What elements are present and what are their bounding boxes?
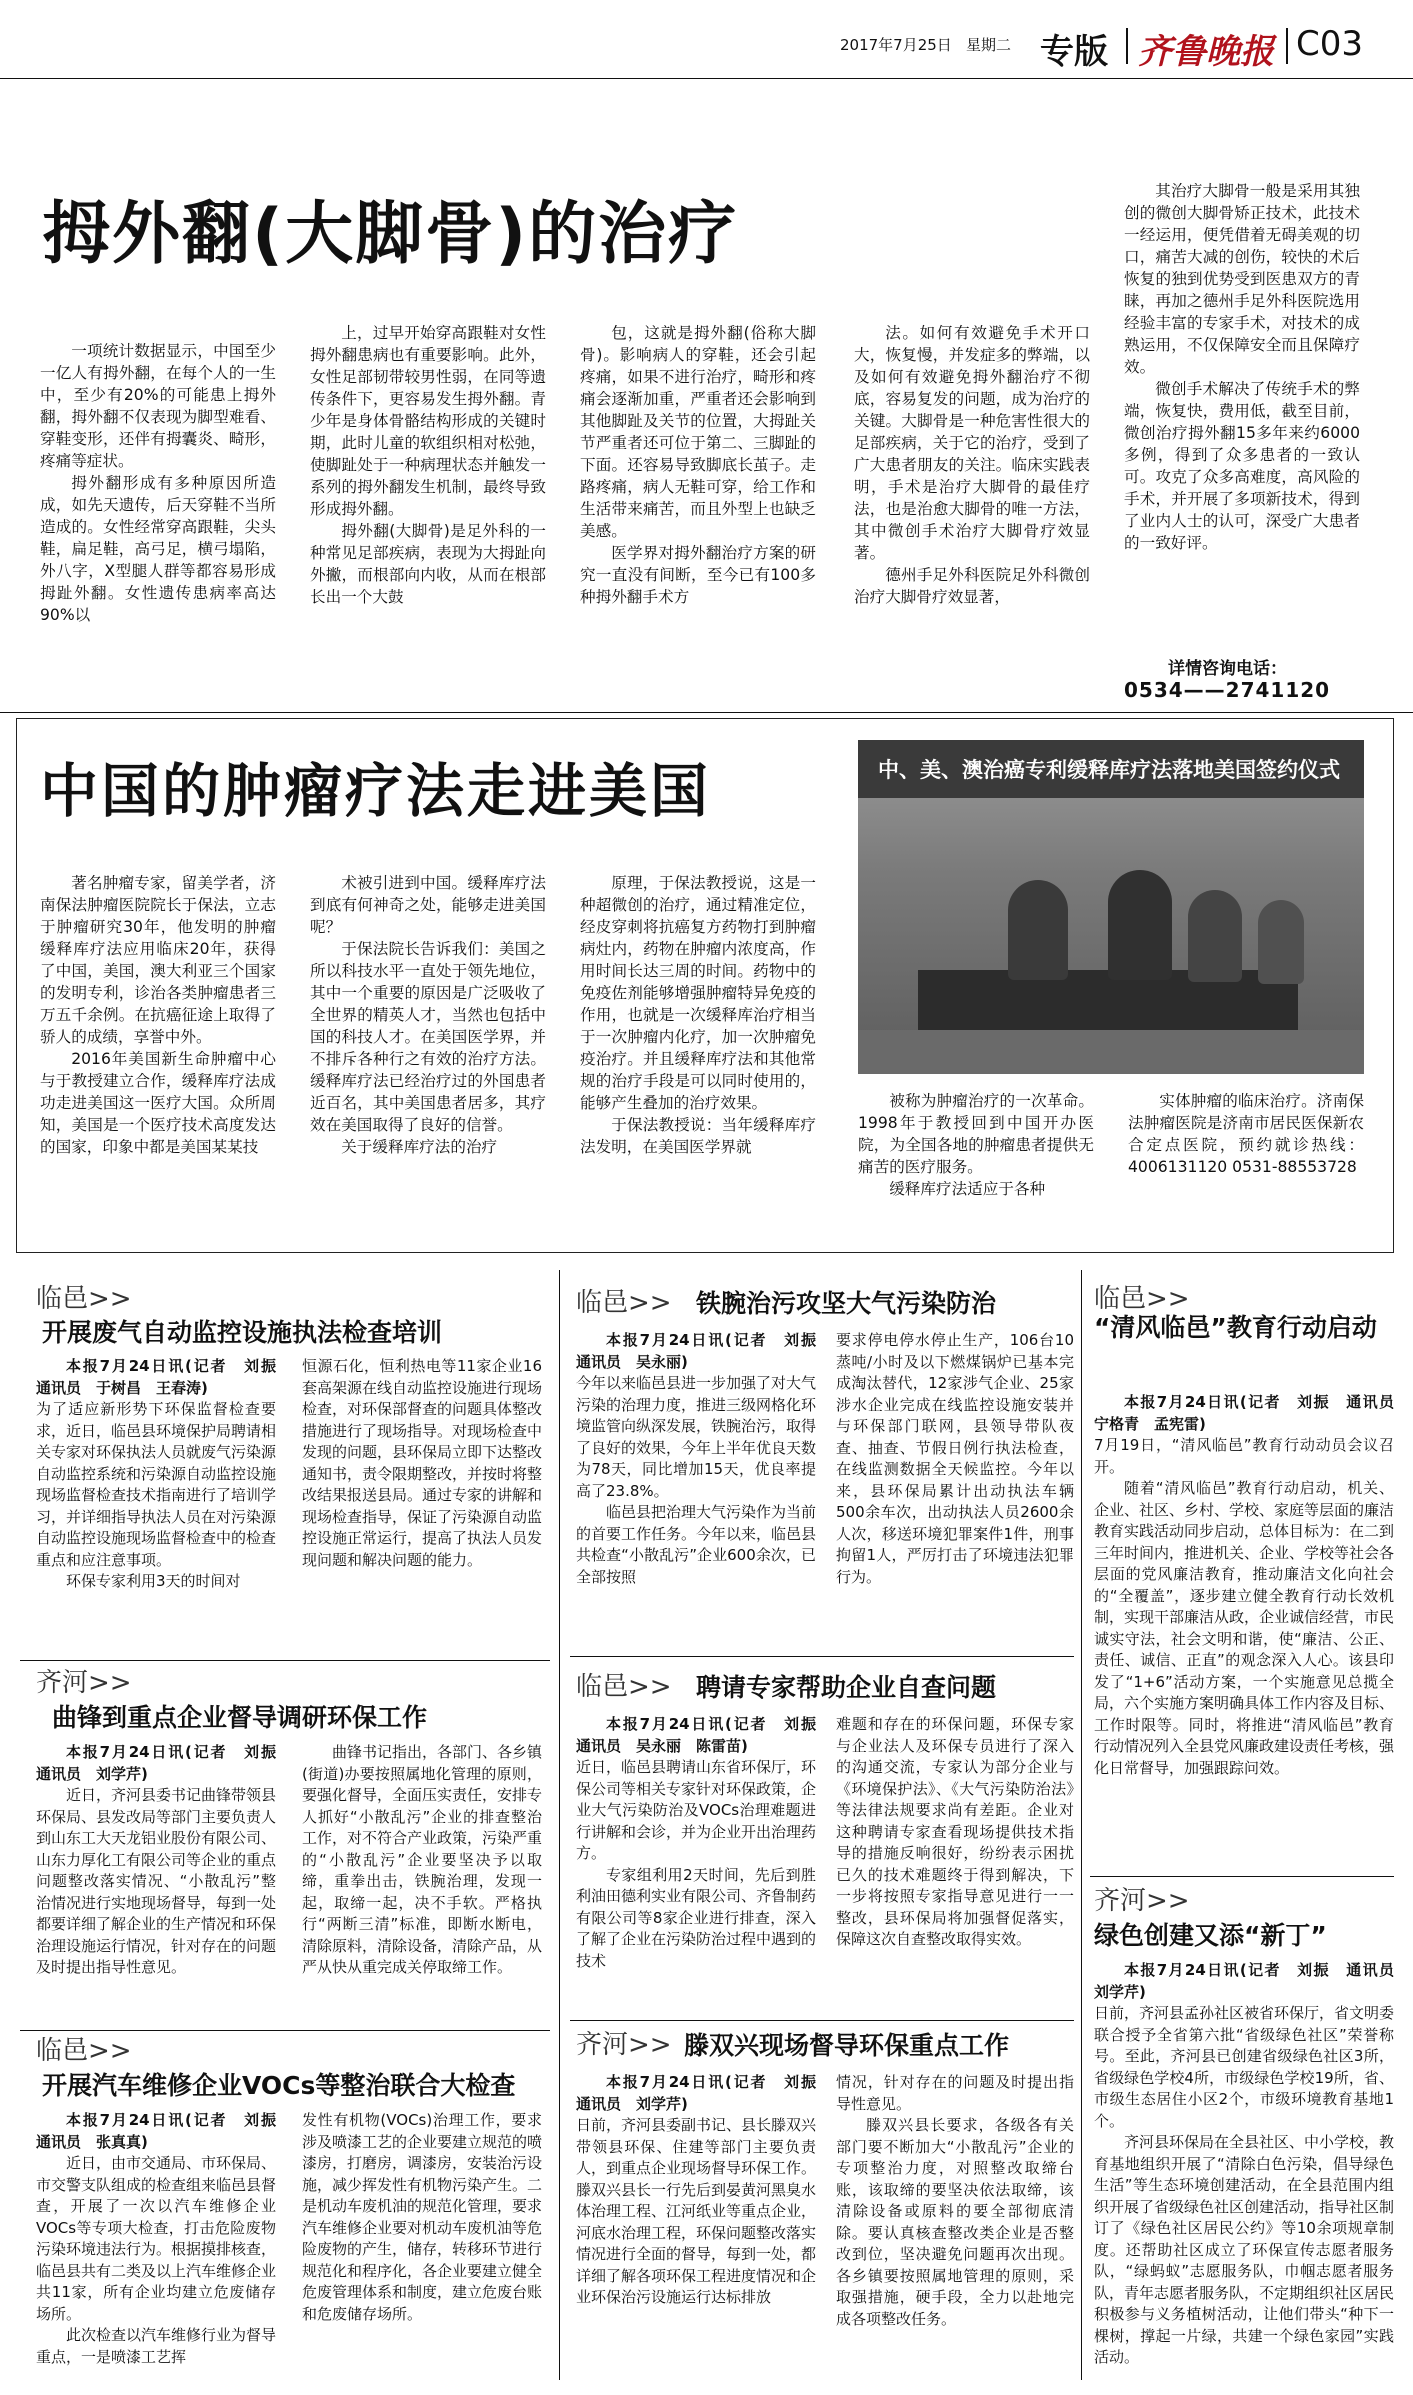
paragraph: 齐河县环保局在全县社区、中小学校，教育基地组织开展了“清除白色污染，倡导绿色生活”等生态环境创建活动，在全县范围内组织开展了省级绿色社区创建活动，指导社区制订了《绿色社区居民公约》等10余项规章制度。还帮助社区成立了环保宣传志愿者服务队，“绿蚂蚁”志愿服务队，巾帼志愿者服务队，青年志愿者服务队，不定期组织社区居民积极参与义务植树活动，让他们带头“种下一棵树，撑起一片绿，共建一个绿色家园”实践活动。 [1094, 2133, 1395, 2366]
paragraph: 缓释库疗法适应于各种 [889, 1180, 1046, 1198]
masthead-divider [1126, 28, 1128, 64]
paragraph: 近日，临邑县聘请山东省环保厅，环保公司等相关专家针对环保政策，企业大气污染防治及VOCs治理难题进行讲解和会诊，并为企业开出治理药方。 [576, 1758, 817, 1862]
article1-col1 [40, 340, 276, 700]
paragraph: 近日，齐河县委书记曲锋带领县环保局、县发改局等部门主要负责人到山东工大天龙铝业股份有限公司、山东力厚化工有限公司等企业的重点问题整改落实情况、“小散乱污”整治情况进行实地现场督导，每到一处都要详细了解企业的生产情况和环保治理设施运行情况，针对存在的问题及时提出指导性意见。 [36, 1786, 277, 1976]
article1-col4 [854, 322, 1090, 692]
paragraph: 2016年美国新生命肿瘤中心与于教授建立合作，缓释库疗法成功走进美国这一医疗大国。众所周知，美国是一个医疗技术高度发达的国家，印象中都是美国某某技 [40, 1050, 276, 1156]
news-col [576, 2072, 832, 2380]
news-col [302, 2110, 542, 2380]
news-byline: 本报7月24日讯(记者 刘振 通讯员 于树昌 王春涛) [36, 1357, 292, 1397]
region-label: 齐河>> [576, 2030, 672, 2060]
paragraph: 一项统计数据显示，中国至少一亿人有拇外翻，在每个人的一生中，至少有20%的可能患上拇外翻，拇外翻不仅表现为脚型难看、穿鞋变形，还伴有拇囊炎、畸形，疼痛等症状。 [40, 342, 276, 470]
paragraph: 于保法院长告诉我们：美国之所以科技水平一直处于领先地位，其中一个重要的原因是广泛吸收了全世界的精英人才，当然也包括中国的科技人才。在美国医学界，并不排斥各种行之有效的治疗方法。缓释库疗法已经治疗过的外国患者近百名，其中美国患者居多，其疗效在美国取得了良好的信誉。 [310, 940, 546, 1134]
hotline-number: 0534——2741120 [1124, 678, 1331, 702]
photo-floor [858, 1030, 1364, 1074]
news-byline: 本报7月24日讯(记者 刘振 通讯员 刘学芹) [36, 1743, 292, 1783]
paragraph: 实体肿瘤的临床治疗。济南保法肿瘤医院是济南市居民医保新农合定点医院，预约就诊热线：4006131120 0531-88553728 [1128, 1092, 1364, 1176]
news-byline: 本报7月24日讯(记者 刘振 通讯员 刘学芹) [1094, 1961, 1410, 2001]
news-byline: 本报7月24日讯(记者 刘振 通讯员 张真真) [36, 2111, 292, 2151]
news-headline: 铁腕治污攻坚大气污染防治 [696, 1289, 997, 1318]
paragraph: 此次检查以汽车维修行业为督导重点，一是喷漆工艺挥 [36, 2326, 277, 2366]
story-rule [570, 2020, 1074, 2021]
paragraph: 曲锋书记指出，各部门、各乡镇(街道)办要按照属地化管理的原则，要强化督导，全面压实责任，安排专人抓好“小散乱污”企业的排查整治工作，对不符合产业政策，污染严重的“小散乱污”企业要坚决予以取缔，重拳出击，铁腕治理，发现一起，取缔一起，决不手软。严格执行“两断三清”标准，即断水断电，清除原料，清除设备，清除产品，从严从快从重完成关停取缔工作。 [302, 1743, 543, 1976]
article1-col3 [580, 322, 816, 692]
article2-col5 [1128, 1090, 1364, 1230]
news-col [1094, 1960, 1410, 2380]
paragraph: 7月19日，“清风临邑”教育行动动员会议召开。 [1094, 1436, 1394, 1476]
news-col [36, 2110, 292, 2380]
photo-person [1008, 880, 1068, 980]
photo-caption: 中、美、澳治癌专利缓释库疗法落地美国签约仪式 [878, 758, 1340, 782]
photo-person [1108, 870, 1172, 980]
article1-title: 拇外翻(大脚骨)的治疗 [42, 195, 739, 274]
column-divider [559, 1270, 560, 2380]
paragraph: 包，这就是拇外翻(俗称大脚骨)。影响病人的穿鞋，还会引起疼痛，如果不进行治疗，畸形和疼痛会逐渐加重，严重者还会影响到其他脚趾及关节的位置，大拇趾关节严重者还可位于第二、三脚趾的下面。还容易导致脚底长茧子。走路疼痛，病人无鞋可穿，给工作和生活带来痛苦，而且外型上也缺乏美感。 [580, 324, 816, 540]
region-label: 临邑>> [36, 1284, 132, 1314]
news-col [302, 1356, 542, 1646]
paragraph: 情况，针对存在的问题及时提出指导性意见。 [836, 2073, 1074, 2113]
news-byline: 本报7月24日讯(记者 刘振 通讯员 吴永丽 陈雷苗) [576, 1715, 832, 1755]
news-col [36, 1356, 292, 1646]
paragraph: 恒源石化，恒利热电等11家企业16套高架源在线自动监控设施进行现场检查，对环保部督查的问题具体整改措施进行了现场指导。对现场检查中发现的问题，县环保局立即下达整改通知书，责令限期整改，并按时将整改结果报送县局。通过专家的讲解和现场检查指导，保证了污染源自动监控设施正常运行，提高了执法人员发现问题和解决问题的能力。 [302, 1357, 543, 1569]
paragraph: 其治疗大脚骨一般是采用其独创的微创大脚骨矫正技术，此技术一经运用，便凭借着无碍美观的切口，痛苦大减的创伤，较快的术后恢复的独到优势受到医患双方的青睐，再加之德州手足外科医院选用经验丰富的专家手术，对技术的成熟运用，不仅保障安全而且保障疗效。 [1124, 182, 1360, 376]
news-headline: “清风临邑”教育行动启动 [1094, 1313, 1377, 1342]
section-name: 专版 [1040, 32, 1108, 72]
region-label: 齐河>> [1094, 1886, 1190, 1916]
paragraph: 日前，齐河县委副书记、县长滕双兴带领县环保、住建等部门主要负责人，到重点企业现场督导环保工作。滕双兴县长一行先后到晏黄河黑臭水体治理工程、江河纸业等重点企业，河底水治理工程，环保问题整改落实情况进行全面的督导，每到一处，都详细了解各项环保工程进度情况和企业环保治污设施运行达标排放 [576, 2116, 817, 2306]
region-label: 临邑>> [576, 1672, 672, 1702]
story-rule [20, 1660, 550, 1661]
news-byline: 本报7月24日讯(记者 刘振 通讯员 宁格青 孟宪雷) [1094, 1393, 1410, 1433]
story-rule [1090, 1876, 1394, 1877]
masthead [0, 0, 1413, 70]
region-label: 临邑>> [36, 2036, 132, 2066]
paragraph: 术被引进到中国。缓释库疗法到底有何神奇之处，能够走进美国呢？ [310, 874, 546, 936]
paragraph: 环保专家利用3天的时间对 [66, 1572, 241, 1590]
region-label: 临邑>> [576, 1288, 672, 1318]
signing-photo [858, 740, 1364, 1074]
paragraph: 德州手足外科医院足外科微创治疗大脚骨疗效显著， [854, 566, 1090, 606]
paragraph: 滕双兴县长要求，各级各有关部门要不断加大“小散乱污”企业的专项整治力度，对照整改取缔台账，该取缔的要坚决依法取缔，该清除设备或原料的要全部彻底清除。要认真核查整改类企业是否整改到位，坚决避免问题再次出现。各乡镇要按照属地管理的原则，采取强措施，硬手段，全力以赴地完成各项整改任务。 [836, 2116, 1074, 2328]
news-col [576, 1330, 832, 1648]
issue-weekday: 星期二 [966, 36, 1012, 54]
paragraph: 拇外翻(大脚骨)是足外科的一种常见足部疾病，表现为大拇趾向外撇，而根部向内收，从而在根部长出一个大鼓 [310, 522, 546, 606]
news-headline: 曲锋到重点企业督导调研环保工作 [52, 1703, 428, 1732]
masthead-divider-2 [1286, 28, 1288, 64]
paragraph: 上，过早开始穿高跟鞋对女性拇外翻患病也有重要影响。此外，女性足部韧带较男性弱，在同等遗传条件下，更容易发生拇外翻。青少年是身体骨骼结构形成的关键时期，此时儿童的软组织相对松弛，使脚趾处于一种病理状态并触发一系列的拇外翻发生机制，最终导致形成拇外翻。 [310, 324, 546, 518]
news-col [302, 1742, 542, 2010]
news-col [36, 1742, 292, 2010]
news-headline: 开展汽车维修企业VOCs等整治联合大检查 [42, 2071, 516, 2100]
paragraph: 为了适应新形势下环保监督检查要求，近日，临邑县环境保护局聘请相关专家对环保执法人员就废气污染源自动监控系统和污染源自动监控设施现场监督检查技术指南进行了培训学习，并详细指导执法人员在对污染源自动监控设施现场监督检查中的检查重点和应注意事项。 [36, 1400, 277, 1569]
paragraph: 今年以来临邑县进一步加强了对大气污染的治理力度，推进三级网格化环境监管向纵深发展，铁腕治污，取得了良好的效果，今年上半年优良天数为78天，同比增加15天，优良率提高了23.8%。 [576, 1374, 817, 1500]
article2-title: 中国的肿瘤疗法走进美国 [40, 757, 712, 825]
page-number: C03 [1296, 24, 1364, 64]
paragraph: 随着“清风临邑”教育行动启动，机关、企业、社区、乡村、学校、家庭等层面的廉洁教育实践活动同步启动，总体目标为：在二到三年时间内，推进机关、企业、学校等社会各层面的党风廉洁教育，推动廉洁文化向社会的“全覆盖”，逐步建立健全教育行动长效机制，实现干部廉洁从政，企业诚信经营，市民诚实守法，社会文明和谐，使“廉洁、公正、责任、诚信、正直”的观念深入人心。该县印发了“1+6”活动方案，一个实施意见总揽全局，六个实施方案明确具体工作内容及目标、工作时限等。同时，将推进“清风临邑”教育行动情况列入全县党风廉政建设责任考核，强化日常督导，加强跟踪问效。 [1094, 1479, 1395, 1777]
region-label: 齐河>> [36, 1668, 132, 1698]
photo-person [1188, 890, 1242, 982]
paper-logo: 齐鲁晚报 [1138, 32, 1274, 72]
news-col [836, 1714, 1074, 2014]
paragraph: 专家组利用2天时间，先后到胜利油田德利实业有限公司、齐鲁制药有限公司等8家企业进行排查，深入了解了企业在污染防治过程中遇到的技术 [576, 1865, 817, 1970]
paragraph: 发性有机物(VOCs)治理工作，要求涉及喷漆工艺的企业要建立规范的喷漆房，打磨房，调漆房，安装治污设施，减少挥发性有机物污染产生。二是机动车废机油的规范化管理，要求汽车维修企业要对机动车废机油等危险废物的产生，储存，转移环节进行规范化和程序化，各企业要建立健全危废管理体系和制度，建立危废台账和危废储存场所。 [302, 2111, 543, 2323]
news-headline: 绿色创建又添“新丁” [1094, 1921, 1327, 1950]
news-byline: 本报7月24日讯(记者 刘振 通讯员 刘学芹) [576, 2073, 832, 2113]
paragraph: 微创手术解决了传统手术的弊端，恢复快，费用低，截至目前，微创治疗拇外翻15多年来约6000多例，得到了众多患者的一致认可。攻克了众多高难度，高风险的手术，并开展了多项新技术，得到了业内人士的认可，深受广大患者的一致好评。 [1124, 380, 1360, 552]
news-col [576, 1714, 832, 2014]
photo-person [1258, 900, 1304, 984]
article2-col4 [858, 1090, 1094, 1230]
region-label: 临邑>> [1094, 1284, 1190, 1314]
paragraph: 日前，齐河县孟孙社区被省环保厅，省文明委联合授予全省第六批“省级绿色社区”荣誉称号。至此，齐河县已创建省级绿色社区3所，省级绿色学校4所，市级绿色学校19所，省、市级生态居住小区2个，市级环境教育基地1个。 [1094, 2004, 1395, 2130]
column-divider [1081, 1270, 1082, 2380]
story-rule [570, 1656, 1074, 1657]
paragraph: 原理，于保法教授说，这是一种超微创的治疗，通过精准定位，经皮穿刺将抗癌复方药物打到肿瘤病灶内，药物在肿瘤内浓度高，作用时间长达三周的时间。药物中的免疫佐剂能够增强肿瘤特异免疫的作用，也就是一次缓释库治疗相当于一次肿瘤内化疗，加一次肿瘤免疫治疗。并且缓释库疗法和其他常规的治疗手段是可以同时使用的，能够产生叠加的治疗效果。 [580, 874, 816, 1112]
news-headline: 滕双兴现场督导环保重点工作 [684, 2031, 1010, 2060]
news-headline: 聘请专家帮助企业自查问题 [696, 1673, 997, 1702]
paragraph: 近日，由市交通局、市环保局、市交警支队组成的检查组来临邑县督查，开展了一次以汽车维修企业VOCs等专项大检查，打击危险废物污染环境违法行为。根据摸排核查，临邑县共有二类及以上汽车维修企业共11家，所有企业均建立危废储存场所。 [36, 2154, 277, 2323]
paragraph: 临邑县把治理大气污染作为当前的首要工作任务。今年以来，临邑县共检查“小散乱污”企业600余次，已全部按照 [576, 1503, 817, 1586]
news-headline: 开展废气自动监控设施执法检查培训 [42, 1318, 443, 1347]
news-byline: 本报7月24日讯(记者 刘振 通讯员 吴永丽) [576, 1331, 832, 1371]
hotline-label: 详情咨询电话： [1168, 659, 1287, 679]
paragraph: 医学界对拇外翻治疗方案的研究一直没有间断，至今已有100多种拇外翻手术方 [580, 544, 816, 606]
issue-date: 2017年7月25日 [840, 36, 952, 54]
article1-col5 [1124, 180, 1360, 648]
paragraph: 难题和存在的环保问题，环保专家与企业法人及环保专员进行了深入的沟通交流，专家认为部分企业与《环境保护法》、《大气污染防治法》等法律法规要求尚有差距。企业对这种聘请专家查看现场提供技术指导的措施反响很好，纷纷表示困扰已久的技术难题终于得到解决，下一步将按照专家指导意见进行一一整改，县环保局将加强督促落实，保障这次自查整改取得实效。 [836, 1715, 1074, 1948]
news-col [836, 1330, 1074, 1648]
article2-col2 [310, 872, 546, 1232]
news-col [836, 2072, 1074, 2380]
news-col [1094, 1392, 1410, 1860]
article1-col2 [310, 322, 546, 692]
paragraph: 著名肿瘤专家，留美学者，济南保法肿瘤医院院长于保法，立志于肿瘤研究30年，他发明的肿瘤缓释库疗法应用临床20年，获得了中国，美国，澳大利亚三个国家的发明专利，诊治各类肿瘤患者三万五千余例。在抗癌征途上取得了骄人的成绩，享誉中外。 [40, 874, 276, 1046]
article2-col1 [40, 872, 276, 1232]
paragraph: 关于缓释库疗法的治疗 [341, 1138, 498, 1156]
article2-col3 [580, 872, 816, 1232]
paragraph: 法。如何有效避免手术开口大，恢复慢，并发症多的弊端，以及如何有效避免拇外翻治疗不彻底，容易复发的问题，成为治疗的关键。大脚骨是一种危害性很大的足部疾病，关于它的治疗，受到了广大患者朋友的关注。临床实践表明，手术是治疗大脚骨的最佳疗法，也是治愈大脚骨的唯一方法，其中微创手术治疗大脚骨疗效显著。 [854, 324, 1090, 562]
section-rule [0, 712, 1413, 713]
masthead-rule [0, 78, 1413, 79]
paragraph: 要求停电停水停止生产，106台10蒸吨/小时及以下燃煤锅炉已基本完成淘汰替代，12家涉气企业、25家涉水企业完成在线监控设施安装并与环保部门联网，县领导带队夜查、抽查、节假日例行执法检查，在线监测数据全天候监控。今年以来，县环保局累计出动执法车辆500余车次，出动执法人员2600余人次，移送环境犯罪案件1件，刑事拘留1人，严厉打击了环境违法犯罪行为。 [836, 1331, 1074, 1586]
paragraph: 于保法教授说：当年缓释库疗法发明，在美国医学界就 [580, 1116, 816, 1156]
paragraph: 拇外翻形成有多种原因所造成，如先天遗传，后天穿鞋不当所造成的。女性经常穿高跟鞋，尖头鞋，扁足鞋，高弓足，横弓塌陷，外八字，X型腿人群等都容易形成拇趾外翻。女性遗传患病率高达90%以 [40, 474, 276, 624]
paragraph: 被称为肿瘤治疗的一次革命。1998年于教授回到中国开办医院，为全国各地的肿瘤患者提供无痛苦的医疗服务。 [858, 1092, 1094, 1176]
